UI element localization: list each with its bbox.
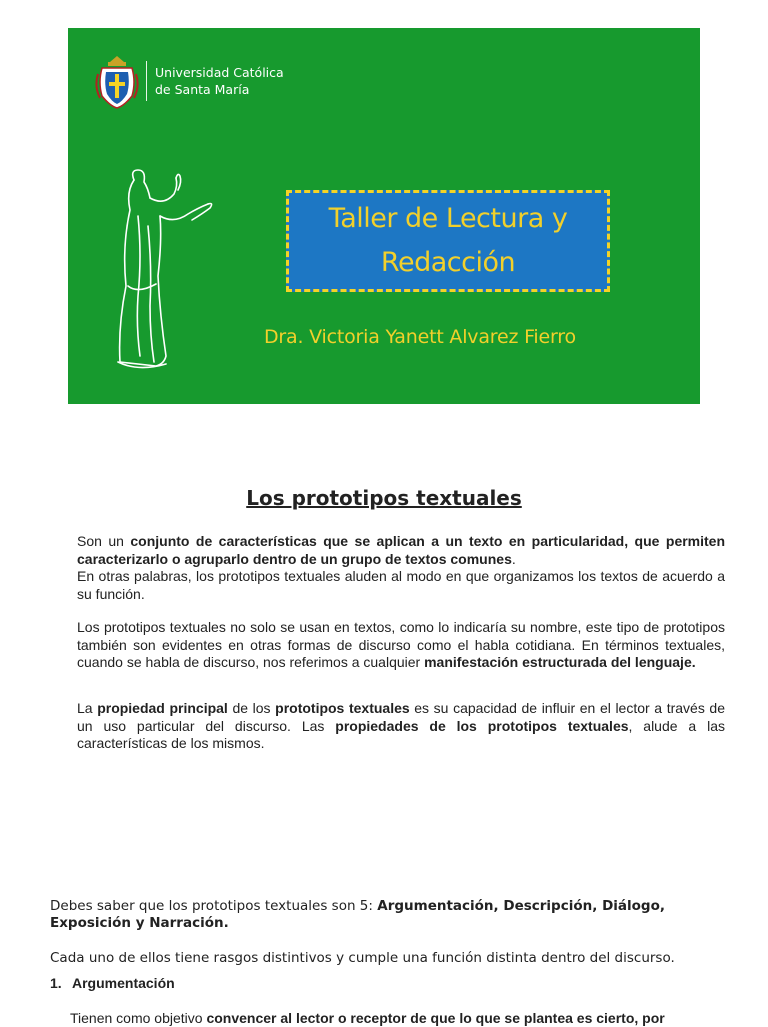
- university-name-line2: de Santa María: [155, 82, 250, 97]
- p1-bold: conjunto de características que se aplican a un texto en particularidad, que permiten caracterizarlo o agruparlo dentro de un grupo de textos comunes: [77, 533, 726, 567]
- p3-text-c: de los: [227, 700, 276, 716]
- section-title: Los prototipos textuales: [246, 486, 522, 510]
- paragraph-definition: [77, 533, 725, 603]
- p3-text-a: La: [77, 700, 98, 716]
- p3-bold-f: propiedades de los prototipos textuales: [335, 717, 629, 734]
- p1-text-c: .: [511, 550, 516, 567]
- university-logo: [94, 52, 284, 110]
- university-name: [155, 64, 284, 98]
- cover-banner: [68, 28, 700, 404]
- p4-bold: Argumentación, Descripción, Diálogo, Exposición y Narración.: [50, 898, 665, 931]
- p3-text-e: es su capacidad de influir en el lector a través de un uso particular del discurso. Las: [77, 700, 726, 734]
- p2-text-a: Los prototipos textuales no solo se usan en textos, como lo indicaría su nombre, este tipo de prototipos también son evidentes en otras formas de discurso como el habla cotidiana. En términos textuales, cuando se habla de discurso, nos referimos a cualquier: [77, 619, 725, 670]
- p4-text-a: Debes saber que los prototipos textuales son 5:: [50, 898, 378, 914]
- p3-text-g: , alude a las características de los mismos.: [77, 717, 725, 751]
- logo-divider: [146, 61, 147, 101]
- p6-text-a: Tienen como objetivo: [70, 1010, 207, 1026]
- course-title-box: [286, 190, 610, 292]
- list-item-argumentacion: [50, 975, 175, 991]
- author-name: Dra. Victoria Yanett Alvarez Fierro: [264, 326, 576, 348]
- p6-bold: convencer al lector o receptor de que lo que se plantea es cierto, por: [206, 1010, 665, 1026]
- paragraph-five-types: [50, 898, 726, 932]
- paragraph-argumentacion: [70, 1010, 730, 1027]
- paragraph-discourse: [77, 619, 725, 672]
- p3-bold-b: propiedad principal: [97, 700, 228, 716]
- university-crest-icon: [94, 52, 140, 110]
- university-name-line1: Universidad Católica: [155, 65, 284, 80]
- course-title-line1: Taller de Lectura y: [328, 203, 568, 234]
- paragraph-properties: [77, 700, 725, 753]
- course-title-line2: Redacción: [380, 247, 516, 278]
- p1-text-d: En otras palabras, los prototipos textuales aluden al modo en que organizamos los textos de acuerdo a su función.: [77, 568, 725, 602]
- list-number: 1.: [50, 975, 62, 991]
- p3-bold-d: prototipos textuales: [275, 700, 410, 716]
- paragraph-distinct-traits: Cada uno de ellos tiene rasgos distintivos y cumple una función distinta dentro del discurso.: [50, 950, 675, 966]
- list-heading: Argumentación: [72, 975, 175, 991]
- statue-outline-icon: [108, 166, 218, 376]
- p2-bold: manifestación estructurada del lenguaje.: [424, 654, 696, 670]
- p1-text-a: Son un: [77, 533, 131, 549]
